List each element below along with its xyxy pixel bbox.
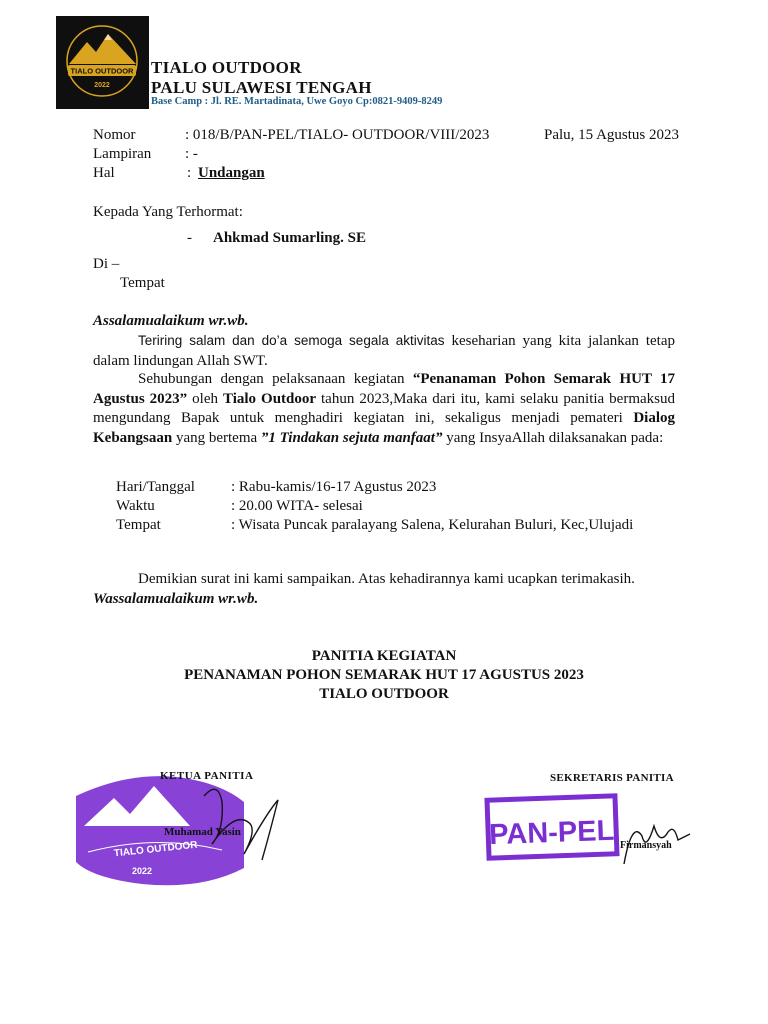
lampiran-value: : - — [185, 146, 198, 162]
chairman-name: Muhamad Yasin — [164, 826, 241, 838]
detail-label-place: Tempat — [116, 517, 161, 533]
paragraph-1 — [93, 331, 675, 371]
paragraph-1-part-b: keseharian yang kita jalankan tetap dalam lindungan Allah SWT. — [93, 333, 675, 369]
tempat-label: Tempat — [120, 275, 165, 291]
secretary-stamp — [482, 768, 697, 890]
secretary-name: Firmansyah — [620, 840, 672, 851]
secretary-title: SEKRETARIS PANITIA — [550, 772, 674, 784]
p2-event-name: “Penanaman Pohon Semarak HUT 17 Agustus 2023” — [93, 371, 675, 407]
detail-label-date: Hari/Tanggal — [116, 479, 195, 495]
p2-theme: ”1 Tindakan sejuta manfaat” — [260, 429, 443, 446]
opening-salam: Assalamualaikum wr.wb. — [93, 313, 249, 329]
svg-text:TIALO OUTDOOR: TIALO OUTDOOR — [113, 839, 199, 860]
paragraph-1-part-a: Teriring salam dan do’a semoga segala aktivitas — [138, 333, 445, 348]
chairman-title: KETUA PANITIA — [160, 770, 254, 782]
committee-line-2: PENANAMAN POHON SEMARAK HUT 17 AGUSTUS 2023 — [184, 667, 584, 683]
chairman-signature-block — [72, 764, 287, 890]
letter-date: Palu, 15 Agustus 2023 — [544, 127, 680, 143]
p2-dialog-name: Dialog Kebangsaan — [93, 410, 675, 446]
p2-text-1: Sehubungan dengan pelaksanaan kegiatan — [138, 371, 413, 387]
hal-value: Undangan — [198, 165, 265, 181]
detail-value-place: : Wisata Puncak paralayang Salena, Kelurahan Buluri, Kec,Ulujadi — [231, 517, 634, 533]
closing-wassalam: Wassalamualaikum wr.wb. — [93, 591, 259, 607]
lampiran-label: Lampiran — [93, 146, 152, 162]
hal-colon: : — [187, 165, 192, 181]
greeting: Kepada Yang Terhormat: — [93, 204, 243, 220]
recipient-name: Ahkmad Sumarling. SE — [213, 230, 366, 246]
committee-line-1: PANITIA KEGIATAN — [311, 648, 457, 664]
svg-text:PAN-PEL: PAN-PEL — [488, 814, 615, 852]
organization-logo — [56, 16, 149, 109]
closing-thanks: Demikian surat ini kami sampaikan. Atas kehadirannya kami ucapkan terimakasih. — [138, 571, 635, 587]
di-label: Di – — [93, 256, 120, 272]
svg-text:2022: 2022 — [131, 866, 153, 876]
svg-text:2022: 2022 — [94, 82, 110, 89]
organization-city: PALU SULAWESI TENGAH — [151, 78, 372, 97]
secretary-signature-block — [482, 768, 697, 890]
recipient-dash: - — [187, 230, 192, 246]
organization-address: Base Camp : Jl. RE. Martadinata, Uwe Goyo Cp:0821-9409-8249 — [151, 96, 443, 107]
detail-label-time: Waktu — [116, 498, 155, 514]
p2-text-7: yang bertema — [172, 429, 261, 446]
nomor-label: Nomor — [93, 127, 136, 143]
paragraph-2 — [93, 370, 675, 448]
p2-text-5: tahun 2023,Maka dari itu, kami selaku panitia bermaksud mengundang Bapak untuk menghadiri kegiatan ini, sekaligus menjadi pemateri — [93, 390, 675, 426]
nomor-value: : 018/B/PAN-PEL/TIALO- OUTDOOR/VIII/2023 — [185, 127, 490, 143]
committee-line-3: TIALO OUTDOOR — [319, 686, 449, 702]
p2-text-3: oleh — [187, 390, 223, 407]
hal-label: Hal — [93, 165, 115, 181]
svg-text:TIALO OUTDOOR: TIALO OUTDOOR — [70, 66, 134, 76]
detail-value-time: : 20.00 WITA- selesai — [231, 498, 363, 514]
p2-org-name: Tialo Outdoor — [222, 390, 317, 407]
detail-value-date: : Rabu-kamis/16-17 Agustus 2023 — [231, 479, 437, 495]
organization-name: TIALO OUTDOOR — [151, 58, 302, 77]
p2-text-9: yang InsyaAllah dilaksanakan pada: — [442, 429, 664, 446]
